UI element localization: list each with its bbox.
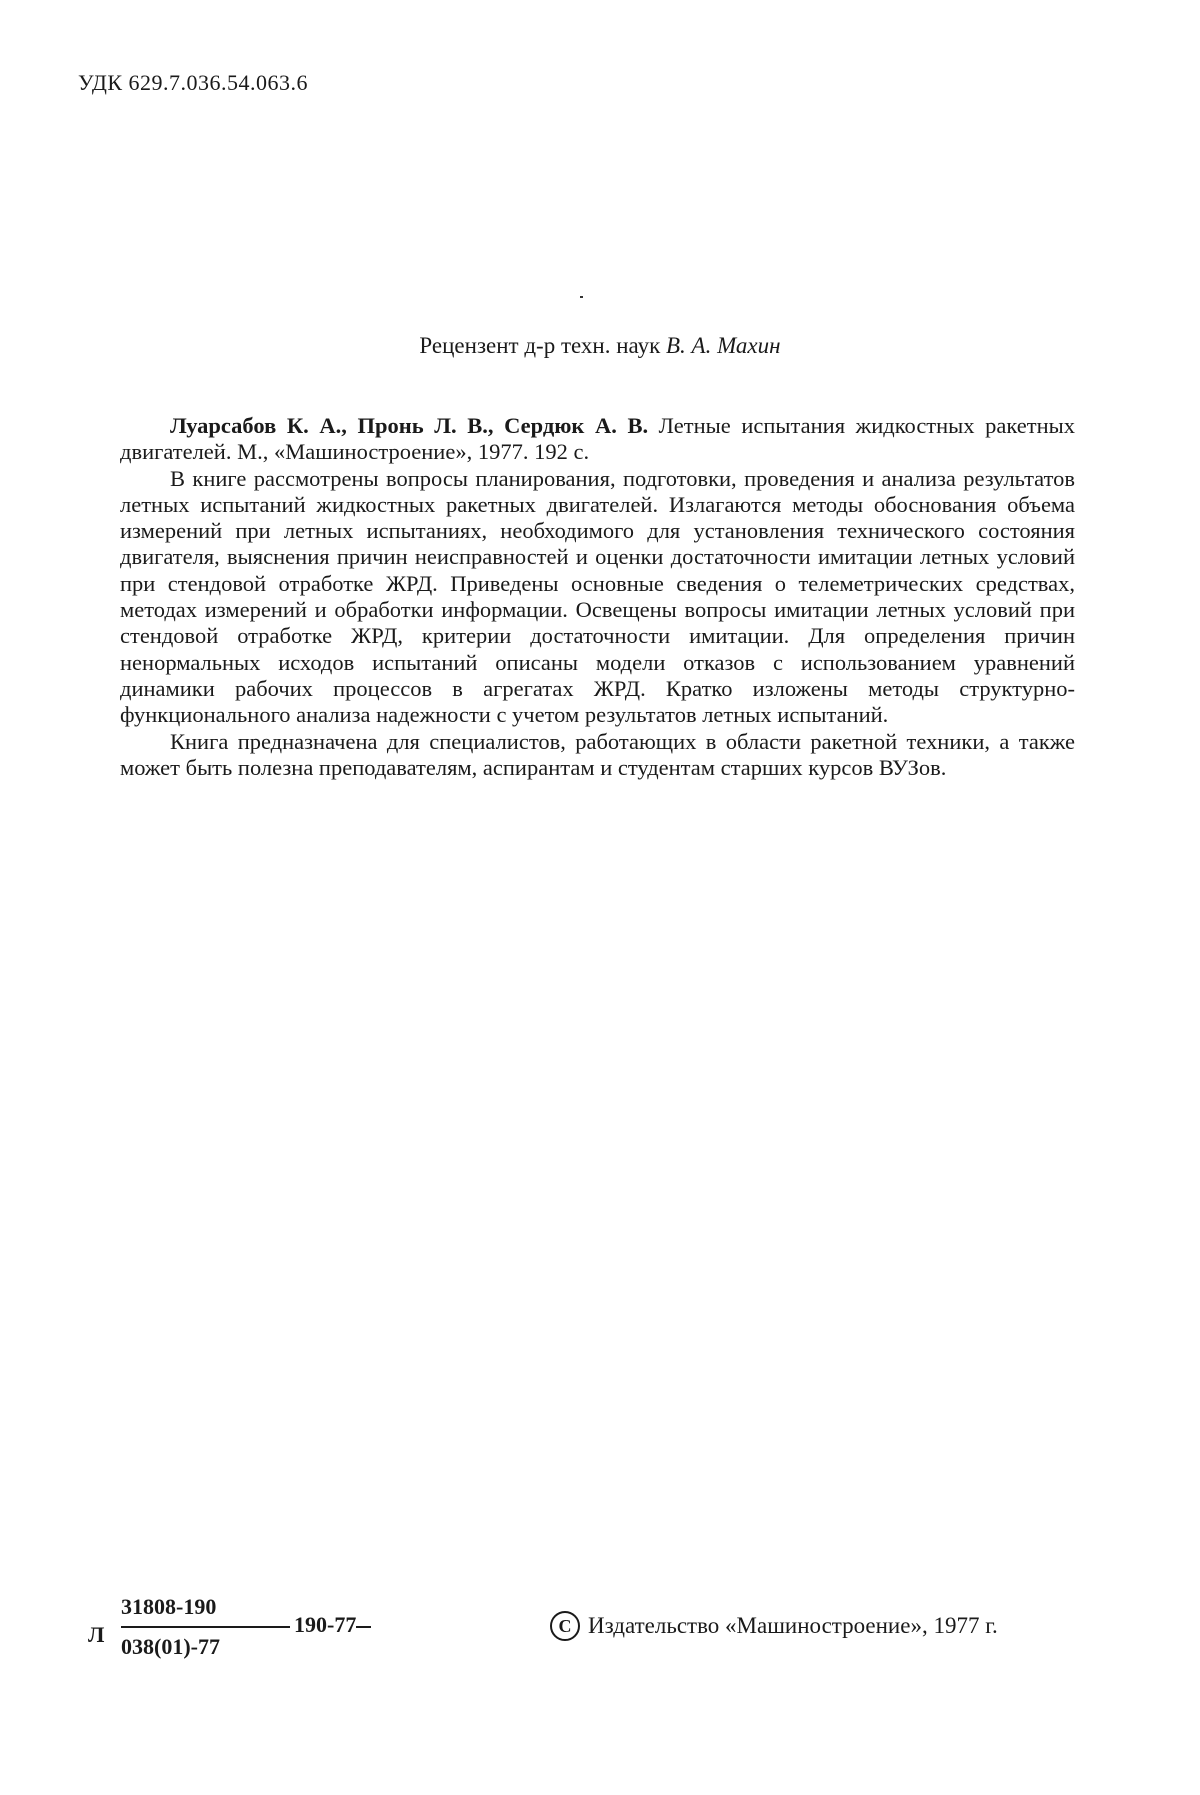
index-suffix: 190-77	[290, 1612, 356, 1638]
index-numerator: 31808-190	[121, 1594, 217, 1619]
copyright-text: Издательство «Машиностроение», 1977 г.	[588, 1613, 998, 1638]
bibliographic-entry	[120, 413, 1075, 466]
abstract-block	[120, 413, 1075, 781]
publisher-index	[88, 1594, 388, 1684]
udk-code: УДК 629.7.036.54.063.6	[78, 70, 309, 95]
print-speck	[580, 296, 583, 298]
reviewer-line	[0, 333, 1200, 359]
abstract-paragraph-2: Книга предназначена для специалистов, работающих в области ракетной техники, а также может быть полезна преподавателям, аспирантам и студентам старших курсов ВУЗов.	[120, 728, 1075, 780]
abstract-paragraph-1: В книге рассмотрены вопросы планирования, подготовки, проведения и анализа результатов летных испытаний жидкостных ракетных двигателей. Излагаются методы обоснования объема измерений при летных испытаниях, необходимого для установления технического состояния двигателя, выяснения причин неисправностей и оценки достаточности имитации летных условий при стендовой отработке ЖРД. Приведены основные сведения о телеметрических средствах, методах измерений и обработки информации. Освещены вопросы имитации летных условий при стендовой отработке ЖРД, критерии достаточности имитации. Для определения причин ненормальных исходов испытаний описаны модели отказов с использованием уравнений динамики рабочих процессов в агрегатах ЖРД. Кратко изложены методы структурно-функционального анализа надежности с учетом результатов летных испытаний.	[120, 465, 1075, 728]
index-denominator: 038(01)-77	[121, 1634, 220, 1659]
bib-title-publisher: Летные испытания жидкостных ракетных двигателей. М., «Машиностроение», 1977. 192 с.	[120, 413, 1075, 465]
reviewer-name: В. А. Махин	[666, 333, 781, 358]
bib-authors: Луарсабов К. А., Пронь Л. В., Сердюк А. В.	[170, 413, 649, 438]
index-letter: Л	[88, 1622, 105, 1647]
reviewer-prefix: Рецензент д-р техн. наук	[419, 333, 666, 358]
copyright-icon: C	[550, 1611, 580, 1641]
copyright-line	[550, 1611, 998, 1641]
